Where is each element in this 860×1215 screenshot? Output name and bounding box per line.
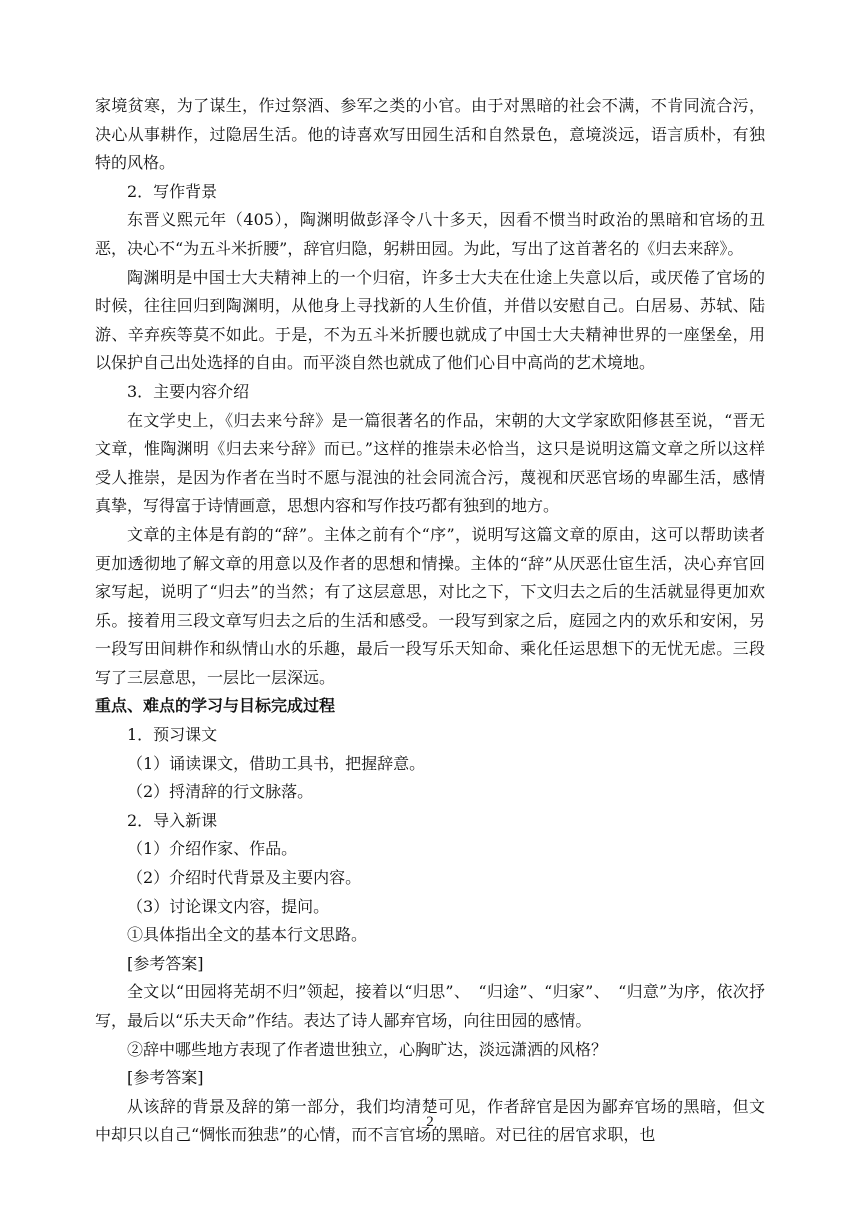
- question-1: ①具体指出全文的基本行文思路。: [127, 925, 368, 945]
- page-number: 2: [426, 1114, 434, 1130]
- heading-main-content: 3．主要内容介绍: [127, 381, 250, 401]
- answer-2: 从该辞的背景及辞的第一部分，我们均清楚可见，作者辞官是因为鄙弃官场的黑暗，但文中却只以自己“惆怅而独悲”的心情，而不言官场的黑暗。对已往的居官求职，也: [95, 1096, 765, 1145]
- document-body: [95, 92, 765, 1150]
- heading-preview: 1．预习课文: [127, 725, 218, 745]
- list-item-lesson-3: （3）讨论课文内容，提问。: [127, 896, 330, 916]
- list-item-lesson-2: （2）介绍时代背景及主要内容。: [127, 868, 362, 888]
- list-item-preview-1: （1）诵读课文，借助工具书，把握辞意。: [127, 753, 426, 773]
- list-item-lesson-1: （1）介绍作家、作品。: [127, 839, 298, 859]
- heading-writing-background: 2．写作背景: [127, 181, 218, 201]
- paragraph-structure: 文章的主体是有韵的“辞”。主体之前有个“序”，说明写这篇文章的原由，这可以帮助读者更加透彻地了解文章的用意以及作者的思想和情操。主体的“辞”从厌恶仕宦生活，决心弃官回家写起，说明了“归去”的当然；有了这层意思，对比之下，下文归去之后的生活就显得更加欢乐。接着用三段文章写归去之后的生活和感受。一段写到家之后，庭园之内的欢乐和安闲，另一段写田间耕作和纵情山水的乐趣，最后一段写乐天知命、乘化任运思想下的无忧无虑。三段写了三层意思，一层比一层深远。: [95, 524, 765, 687]
- paragraph-writing-background: 东晋义熙元年（405），陶渊明做彭泽令八十多天，因看不惯当时政治的黑暗和官场的丑恶，决心不“为五斗米折腰”，辞官归隐，躬耕田园。为此，写出了这首著名的《归去来辞》。: [95, 210, 765, 258]
- reference-answer-label-1: [参考答案]: [127, 953, 204, 973]
- paragraph-author-background: 家境贫寒，为了谋生，作过祭酒、参军之类的小官。由于对黑暗的社会不满，不肯同流合污，决心从事耕作，过隐居生活。他的诗喜欢写田园生活和自然景色，意境淡远，语言质朴，有独特的风格。: [95, 96, 765, 173]
- list-item-preview-2: （2）捋清辞的行文脉落。: [127, 782, 314, 802]
- reference-answer-label-2: [参考答案]: [127, 1068, 204, 1088]
- heading-new-lesson: 2．导入新课: [127, 810, 218, 830]
- answer-1: 全文以“田园将芜胡不归”领起，接着以“归思”、 “归途”、“归家”、 “归意”为序，依次抒写，最后以“乐夫天命”作结。表达了诗人鄙弃官场，向往田园的感情。: [95, 982, 765, 1030]
- section-title: 重点、难点的学习与目标完成过程: [95, 696, 336, 716]
- paragraph-literary-history: 在文学史上，《归去来兮辞》是一篇很著名的作品，宋朝的大文学家欧阳修甚至说，“晋无文章，惟陶渊明《归去来兮辞》而已。”这样的推崇未必恰当，这只是说明这篇文章之所以这样受人推崇，是因为作者在当时不愿与混浊的社会同流合污，蔑视和厌恶官场的卑鄙生活，感情真挚，写得富于诗情画意，思想内容和写作技巧都有独到的地方。: [95, 410, 765, 516]
- question-2: ②辞中哪些地方表现了作者遗世独立，心胸旷达，淡远潇洒的风格？: [127, 1039, 608, 1059]
- paragraph-tao-spirit: 陶渊明是中国士大夫精神上的一个归宿，许多士大夫在仕途上失意以后，或厌倦了官场的时候，往往回归到陶渊明，从他身上寻找新的人生价值，并借以安慰自己。白居易、苏轼、陆游、辛弃疾等莫不如此。于是，不为五斗米折腰也就成了中国士大夫精神世界的一座堡垒，用以保护自己出处选择的自由。而平淡自然也就成了他们心目中高尚的艺术境地。: [95, 267, 765, 373]
